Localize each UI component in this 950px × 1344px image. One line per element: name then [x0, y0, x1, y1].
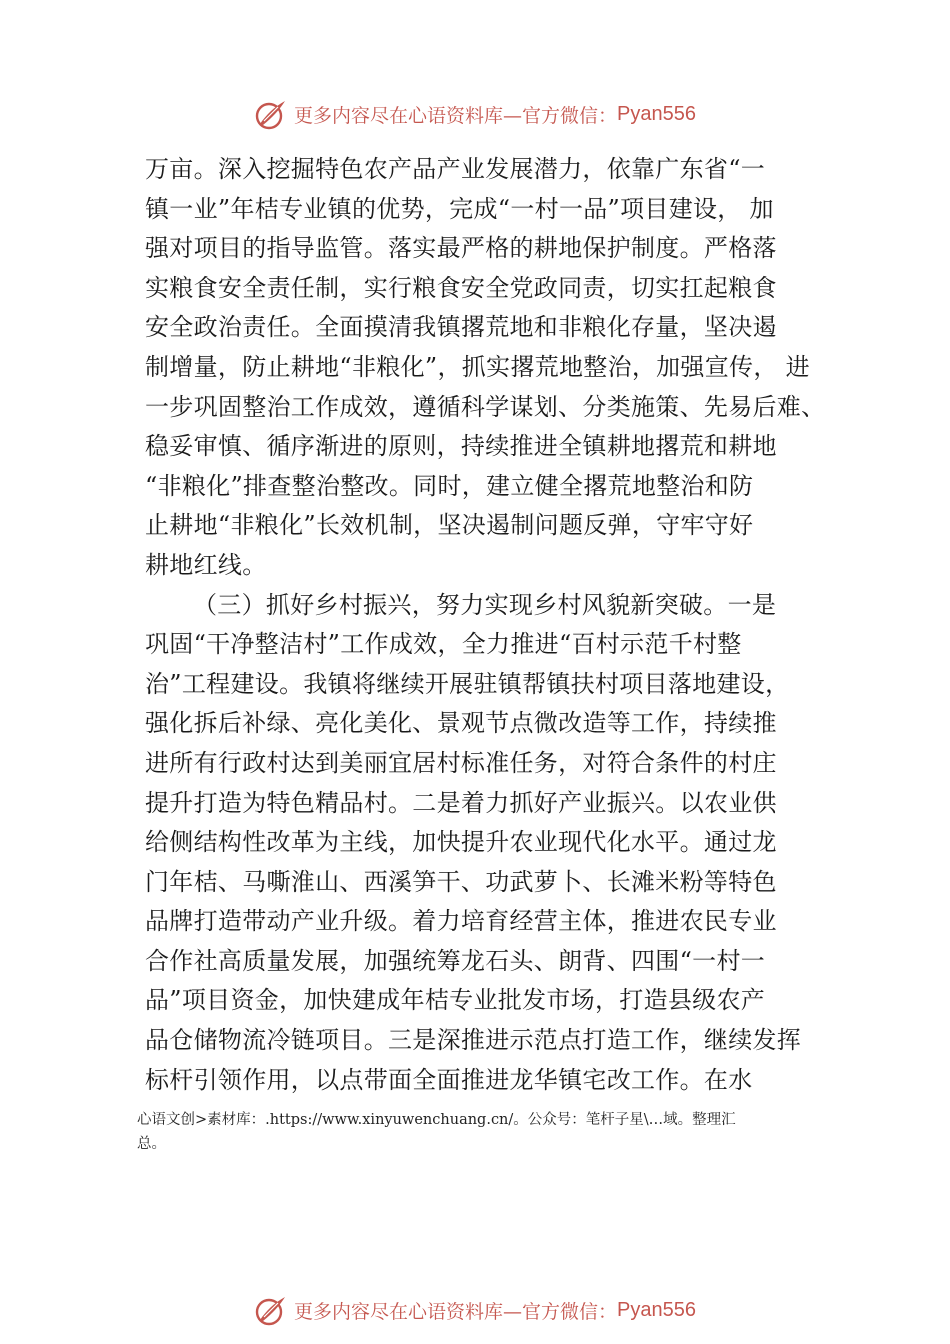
quill-logo-icon	[254, 1293, 288, 1327]
text-line: 品仓储物流冷链项目。三是深推进示范点打造工作，继续发挥	[145, 1026, 802, 1055]
text-line: 提升打造为特色精品村。二是着力抓好产业振兴。以农业供	[145, 788, 777, 817]
text-line: 万亩。深入挖掘特色农产品产业发展潜力，依靠广东省“一	[145, 155, 766, 183]
text-line: 给侧结构性改革为主线，加快提升农业现代化水平。通过龙	[145, 828, 777, 857]
text-line: 门年桔、马嘶淮山、西溪笋干、功武萝卜、长滩米粉等特色	[145, 867, 777, 896]
banner-text: 更多内容尽在心语资料库—官方微信：	[294, 104, 618, 127]
document-body	[145, 150, 825, 1100]
text-line: “非粮化”排查整治整改。同时，建立健全撂荒地整治和防	[145, 471, 754, 500]
footnote-line: 心语文创>素材库：.https://www.xinyuwenchuang.cn/。公众号：笔杆子星\…域。整理汇	[137, 1112, 736, 1128]
text-line: 治”工程建设。我镇将继续开展驻镇帮镇扶村项目落地建设，	[145, 669, 790, 698]
text-line: 强对项目的指导监管。落实最严格的耕地保护制度。严格落	[145, 234, 777, 263]
text-line: 品”项目资金，加快建成年桔专业批发市场，打造县级农产	[145, 986, 766, 1015]
banner-text: 更多内容尽在心语资料库—官方微信：	[294, 1300, 618, 1323]
text-line: 合作社高质量发展，加强统筹龙石头、朗背、四围“一村一	[145, 946, 766, 975]
text-line: 进所有行政村达到美丽宜居村标准任务，对符合条件的村庄	[145, 748, 777, 777]
text-line: 止耕地“非粮化”长效机制，坚决遏制问题反弹，守牢守好	[145, 511, 754, 540]
section-heading-line: （三）抓好乡村振兴，努力实现乡村风貌新突破。一是	[193, 590, 777, 619]
source-footnote	[137, 1108, 837, 1156]
text-line: 一步巩固整治工作成效，遵循科学谋划、分类施策、先易后难、	[145, 392, 826, 421]
text-line: 耕地红线。	[145, 550, 267, 579]
footnote-line: 总。	[137, 1136, 166, 1152]
text-line: 稳妥审慎、循序渐进的原则，持续推进全镇耕地撂荒和耕地	[145, 432, 777, 461]
footer-watermark-banner	[0, 1290, 950, 1330]
text-line: 制增量，防止耕地“非粮化”，抓实撂荒地整治，加强宣传， 进	[145, 352, 810, 381]
text-line: 强化拆后补绿、亮化美化、景观节点微改造等工作，持续推	[145, 709, 777, 738]
text-line: 品牌打造带动产业升级。着力培育经营主体，推进农民专业	[145, 907, 777, 936]
wechat-id: Pyan556	[617, 1298, 696, 1321]
text-line: 镇一业”年桔专业镇的优势，完成“一村一品”项目建设， 加	[145, 194, 774, 223]
text-line: 标杆引领作用，以点带面全面推进龙华镇宅改工作。在水	[145, 1065, 753, 1094]
wechat-id: Pyan556	[617, 102, 696, 125]
text-line: 巩固“干净整洁村”工作成效，全力推进“百村示范千村整	[145, 630, 742, 659]
quill-logo-icon	[254, 97, 288, 131]
header-watermark-banner	[0, 94, 950, 134]
text-line: 实粮食安全责任制，实行粮食安全党政同责，切实扛起粮食	[145, 273, 777, 302]
text-line: 安全政治责任。全面摸清我镇撂荒地和非粮化存量，坚决遏	[145, 313, 777, 342]
